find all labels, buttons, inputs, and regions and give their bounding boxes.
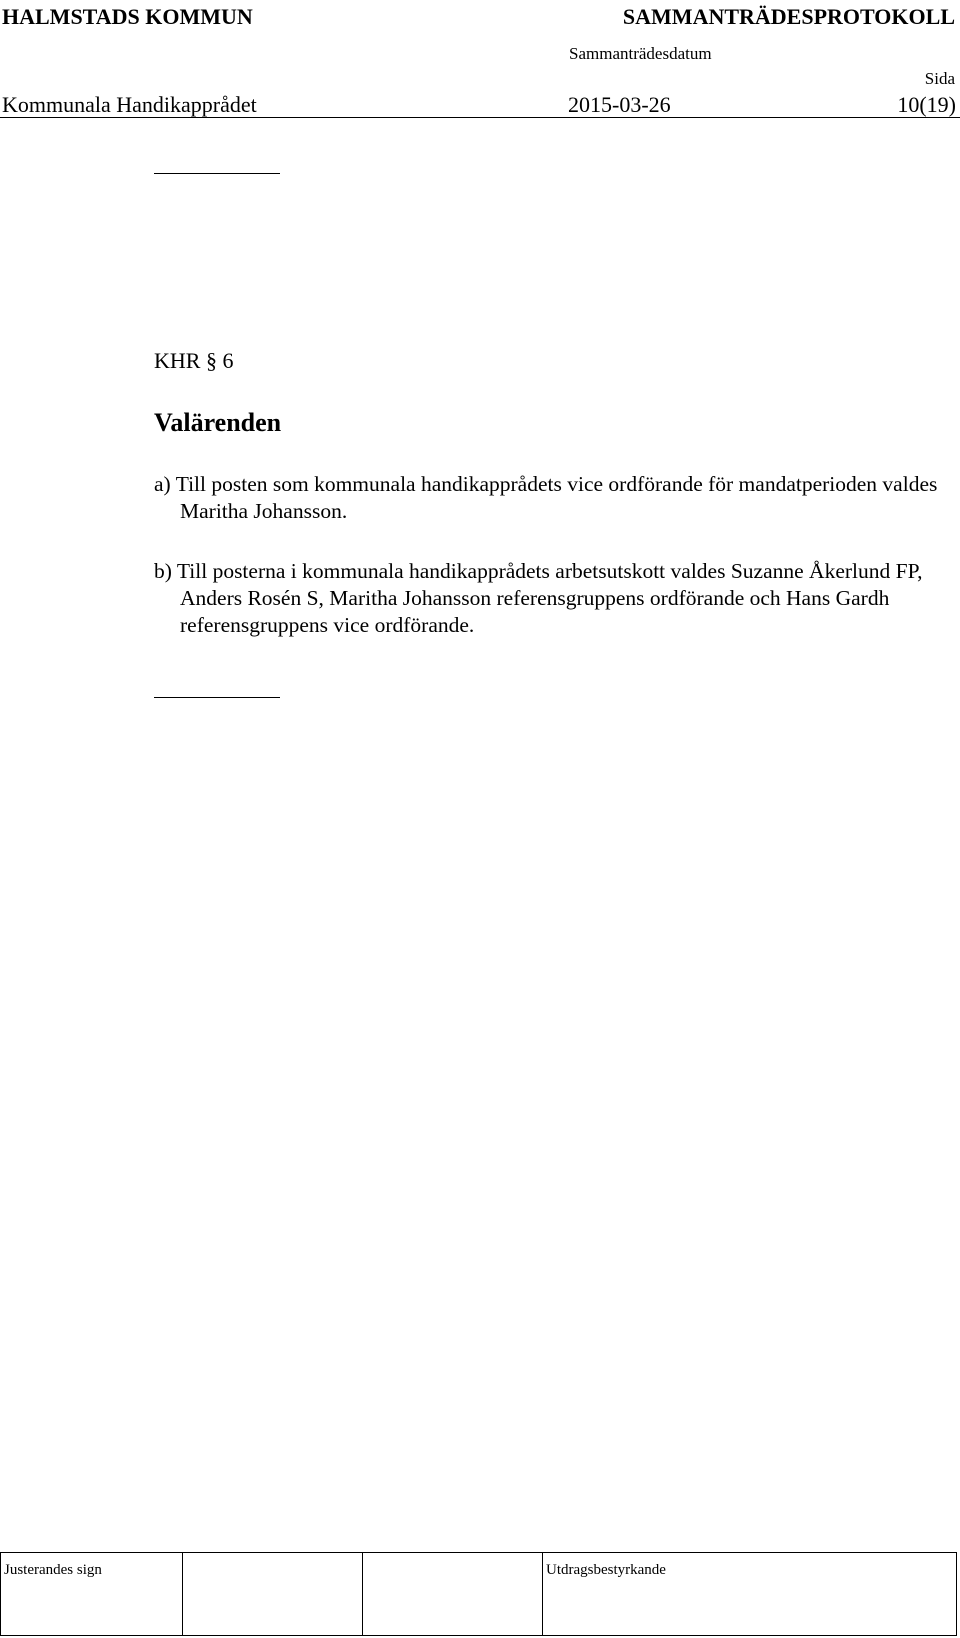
signature-label: Justerandes sign <box>4 1562 102 1578</box>
signature-box-2 <box>363 1553 543 1635</box>
committee-name: Kommunala Handikapprådet <box>2 92 257 117</box>
section-divider-top <box>154 173 280 174</box>
signature-box-1 <box>183 1553 363 1635</box>
page-label: Sida <box>924 69 955 88</box>
document-type: SAMMANTRÄDESPROTOKOLL <box>622 4 955 29</box>
organization-name: HALMSTADS KOMMUN <box>2 4 253 29</box>
decision-item-a: a) Till posten som kommunala handikapprådets vice ordförande för mandatperioden valdes Maritha Johansson. <box>154 472 938 523</box>
section-title: Valärenden <box>154 408 282 437</box>
extract-cell <box>543 1553 957 1635</box>
meeting-date-label: Sammanträdesdatum <box>569 44 712 63</box>
meeting-date: 2015-03-26 <box>568 92 671 117</box>
signature-footer <box>0 1552 957 1636</box>
page-number: 10(19) <box>897 92 956 117</box>
extract-label: Utdragsbestyrkande <box>546 1562 666 1578</box>
section-reference: KHR § 6 <box>154 348 234 373</box>
section-divider-bottom <box>154 697 280 698</box>
header-divider <box>0 117 960 118</box>
decision-item-b: b) Till posterna i kommunala handikapprådets arbetsutskott valdes Suzanne Åkerlund FP, Anders Rosén S, Maritha Johansson referensgruppens ordförande och Hans Gardh referensgruppens vice ordförande. <box>154 559 923 637</box>
signature-cell <box>1 1553 183 1635</box>
